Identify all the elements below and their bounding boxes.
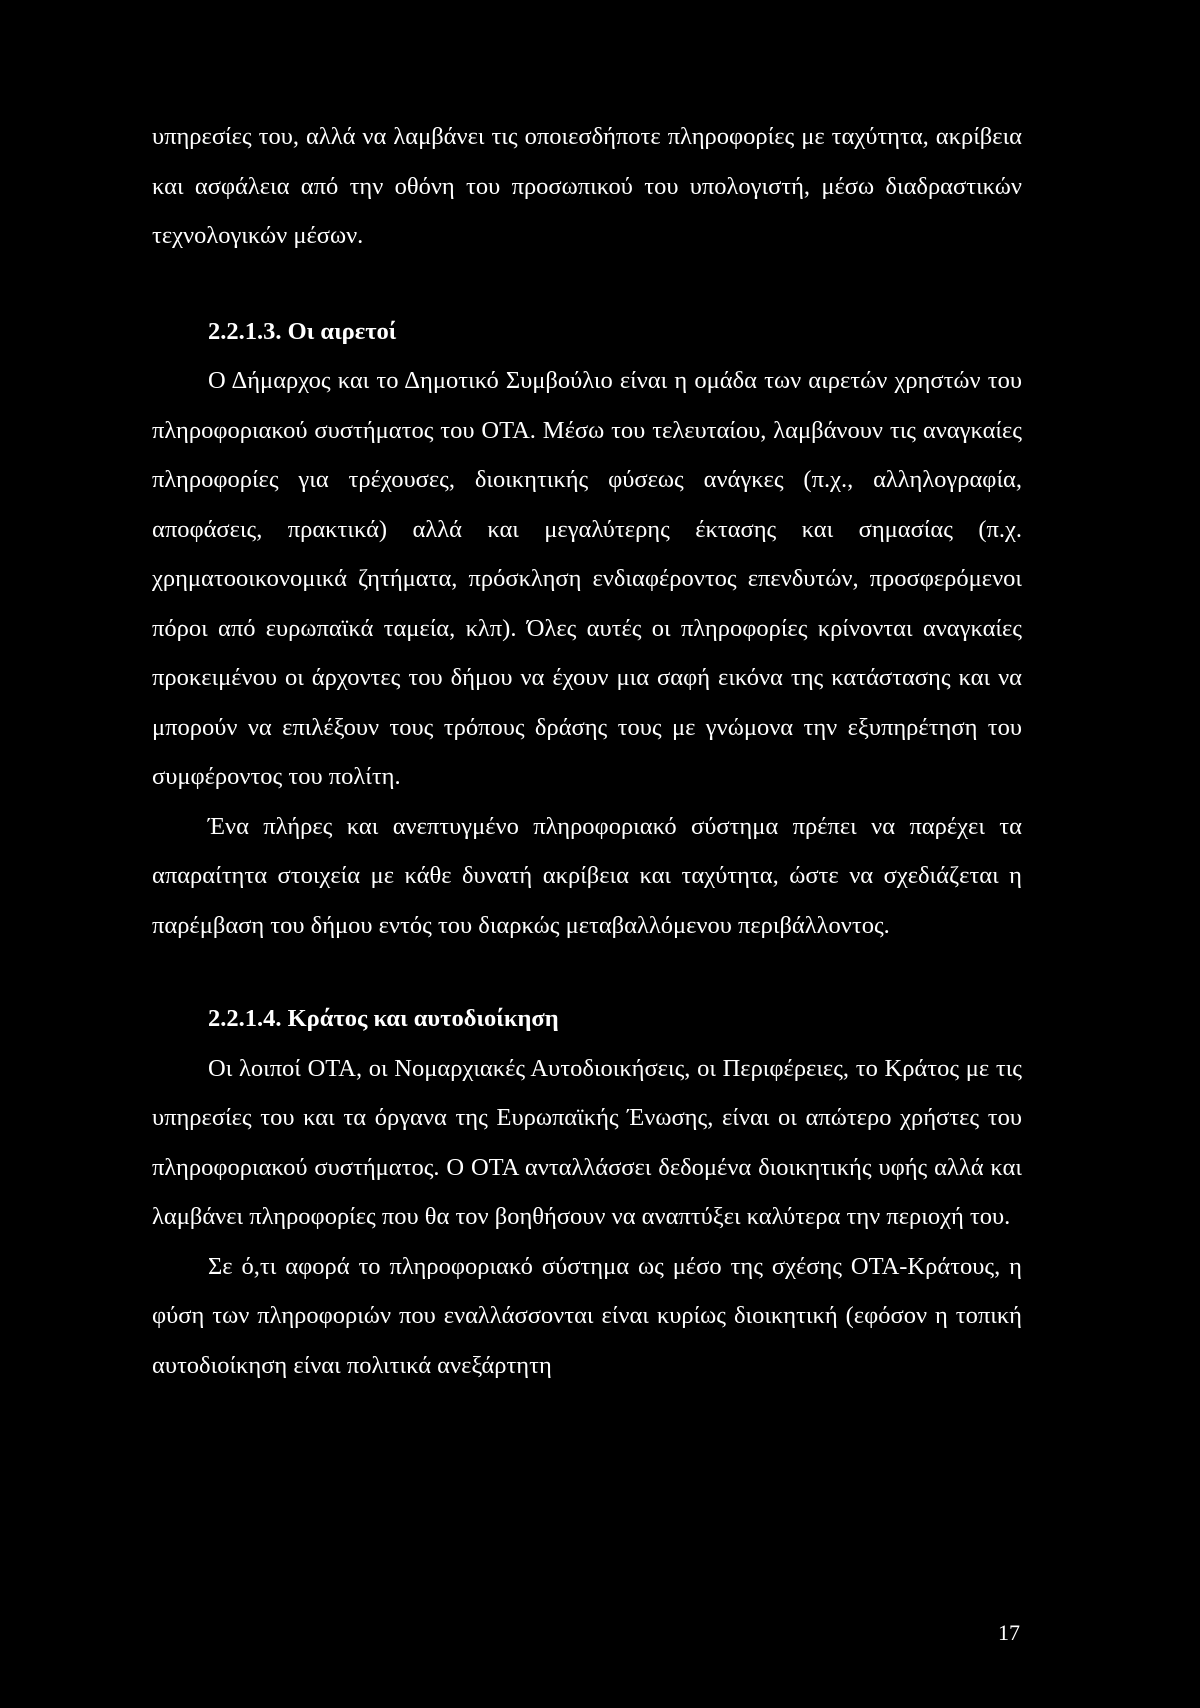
section-heading-elected: 2.2.1.3. Οι αιρετοί [208, 317, 397, 345]
section-gap [152, 261, 1022, 307]
section-gap [152, 950, 1022, 994]
paragraph-ota-state-relation: Σε ό,τι αφορά το πληροφοριακό σύστημα ως μέσο της σχέσης ΟΤΑ-Κράτους, η φύση των πληροφοριών που εναλλάσσονται είναι κυρίως διοικητική (εφόσον η τοπική αυτοδιοίκηση είναι πολιτικά ανεξάρτητη [152, 1252, 1022, 1379]
paragraph-continuation: υπηρεσίες του, αλλά να λαμβάνει τις οποιεσδήποτε πληροφορίες με ταχύτητα, ακρίβεια και ασφάλεια από την οθόνη του προσωπικού του υπολογιστή, μέσω διαδραστικών τεχνολογικών μέσων. [152, 123, 1022, 249]
document-page [152, 112, 1022, 1390]
section-heading-state: 2.2.1.4. Κράτος και αυτοδιοίκηση [208, 1005, 559, 1032]
paragraph-information-system: Ένα πλήρες και ανεπτυγμένο πληροφοριακό σύστημα πρέπει να παρέχει τα απαραίτητα στοιχεία με κάθε δυνατή ακρίβεια και ταχύτητα, ώστε να σχεδιάζεται η παρέμβαση του δήμου εντός του διαρκώς μεταβαλλόμενου περιβάλλοντος. [152, 812, 1022, 939]
paragraph-state-users: Οι λοιποί ΟΤΑ, οι Νομαρχιακές Αυτοδιοικήσεις, οι Περιφέρειες, το Κράτος με τις υπηρεσίες του και τα όργανα της Ευρωπαϊκής Ένωσης, είναι οι απώτερο χρήστες του πληροφοριακού συστήματος. Ο ΟΤΑ ανταλλάσσει δεδομένα διοικητικής υφής αλλά και λαμβάνει πληροφορίες που θα τον βοηθήσουν να αναπτύξει καλύτερα την περιοχή του. [152, 1054, 1022, 1230]
paragraph-elected-users: Ο Δήμαρχος και το Δημοτικό Συμβούλιο είναι η ομάδα των αιρετών χρηστών του πληροφοριακού συστήματος του ΟΤΑ. Μέσω του τελευταίου, λαμβάνουν τις αναγκαίες πληροφορίες για τρέχουσες, διοικητικής φύσεως ανάγκες (π.χ., αλληλογραφία, αποφάσεις, πρακτικά) αλλά και μεγαλύτερης έκτασης και σημασίας (π.χ. χρηματοοικονομικά ζητήματα, πρόσκληση ενδιαφέροντος επενδυτών, προσφερόμενοι πόροι από ευρωπαϊκά ταμεία, κλπ). Όλες αυτές οι πληροφορίες κρίνονται αναγκαίες προκειμένου οι άρχοντες του δήμου να έχουν μια σαφή εικόνα της κατάστασης και να μπορούν να επιλέξουν τους τρόπους δράσης τους με γνώμονα την εξυπηρέτηση του συμφέροντος του πολίτη. [152, 367, 1022, 790]
page-number: 17 [998, 1620, 1020, 1645]
